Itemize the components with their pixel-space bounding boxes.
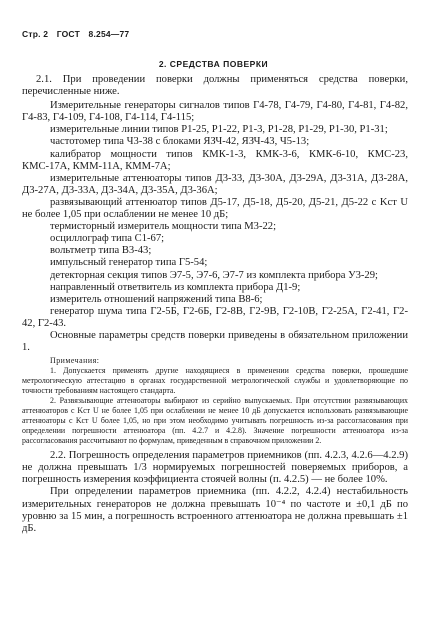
page-number: Стр. 2: [22, 29, 49, 39]
list-item: Измерительные генераторы сигналов типов Г4-78, Г4-79, Г4-80, Г4-81, Г4-82, Г4-83, Г4-109, Г4-108, Г4-114, Г4-115;: [22, 100, 408, 124]
list-item: осциллограф типа С1-67;: [50, 233, 165, 245]
note-item: 2. Развязывающие аттенюаторы выбирают из серийно выпускаемых. При отсутствии развязывающих аттенюаторов с Kст U не более 1,05 при ослаблении не менее 10 дБ допускается использовать развязывающие аттенюаторы с Kст U более 1,05, но при этом необходимо учитывать погрешность из-за рассогласования при определении погрешности аттенюатора (пп. 4.2.7 и 4.2.8). Значение погрешности аттенюатора из-за рассогласования рассчитывают по формулам, приведенным в справочном приложении 2.: [22, 396, 408, 446]
paragraph-2-2-cont: При определении параметров приемника (пп. 4.2.2, 4.2.4) нестабильность измерительных генераторов не должна превышать 10⁻⁴ по частоте и ±0,1 дБ по уровню за 15 мин, а погрешность встроенного аттенюатора не должна превышать ±1 дБ.: [22, 486, 408, 534]
page-header: [22, 29, 135, 39]
main-params-paragraph: Основные параметры средств поверки приведены в обязательном приложении 1.: [22, 329, 408, 354]
section-title: 2. СРЕДСТВА ПОВЕРКИ: [158, 59, 269, 69]
list-item: частотомер типа Ч3-38 с блоками ЯЗЧ-42, ЯЗЧ-43, Ч5-13;: [50, 136, 310, 148]
list-item: термисторный измеритель мощности типа М3-22;: [50, 221, 277, 233]
paragraph-2-2: 2.2. Погрешность определения параметров приемников (пп. 4.2.3, 4.2.6—4.2.9) не должна превышать 1/3 нормируемых погрешностей поверяемых приборов, а погрешность измерения коэффициента стоячей волны (п. 4.2.5) — не более 10%.: [22, 450, 408, 486]
list-item: направленный ответвитель из комплекта прибора Д1-9;: [50, 281, 301, 293]
list-item: генератор шума типа Г2-5Б, Г2-6Б, Г2-8В, Г2-9В, Г2-10В, Г2-25А, Г2-41, Г2-42, Г2-43.: [22, 305, 408, 329]
list-item: развязывающий аттенюатор типов Д5-17, Д5-18, Д5-20, Д5-21, Д5-22 с Kст U не более 1,05 при ослаблении не менее 10 дБ;: [22, 196, 408, 221]
list-item: вольтметр типа В3-43;: [50, 245, 152, 257]
gost-number: 8.254—77: [88, 29, 130, 39]
notes-block: [22, 356, 408, 446]
list-item: детекторная секция типов Э7-5, Э7-6, Э7-7 из комплекта прибора У3-29;: [50, 269, 378, 281]
list-item: измерительные линии типов Р1-25, Р1-22, Р1-3, Р1-28, Р1-29, Р1-30, Р1-31;: [50, 124, 388, 136]
list-item: измерительные аттенюаторы типов Д3-33, Д3-30А, Д3-29А, Д3-31А, Д3-28А, Д3-27А, Д3-33А, Д3-34А, Д3-35А, Д3-36А;: [22, 172, 408, 196]
notes-title: Примечания:: [50, 356, 100, 366]
gost-label: ГОСТ: [56, 29, 80, 39]
note-item: 1. Допускается применять другие находящиеся в применении средства поверки, прошедшие метрологическую аттестацию в органах государственной метрологической службы и удовлетворяющие по точности требованиям настоящего стандарта.: [22, 366, 408, 396]
list-item: измеритель отношений напряжений типа В8-6;: [50, 293, 263, 305]
list-item: импульсный генератор типа Г5-54;: [50, 257, 208, 269]
list-item: калибратор мощности типов КМК-1-3, КМК-3-6, КМК-6-10, КМС-23, КМС-17А, КММ-11А, КММ-7А;: [22, 148, 408, 172]
document-body: [22, 74, 408, 535]
intro-paragraph: 2.1. При проведении поверки должны применяться средства поверки, перечисленные ниже.: [22, 74, 408, 98]
